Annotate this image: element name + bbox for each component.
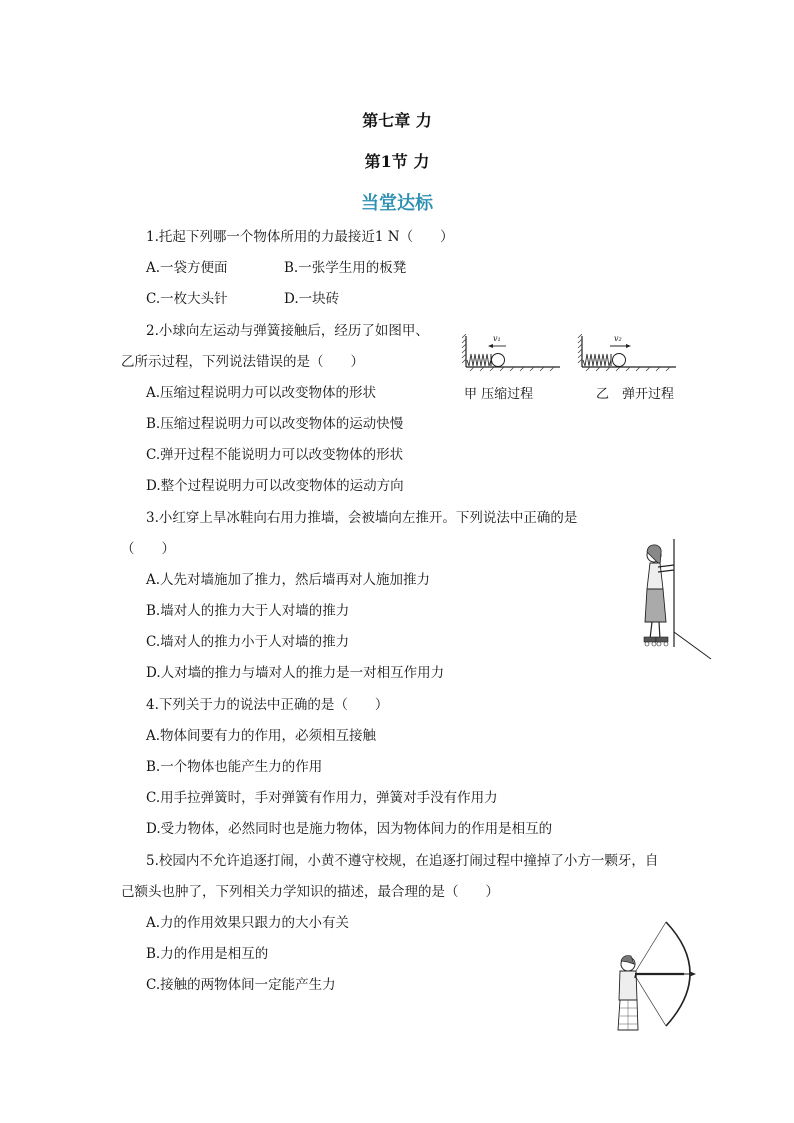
q3-option-b: B.墙对人的推力大于人对墙的推力 — [146, 603, 350, 619]
q4-option-a: A.物体间要有力的作用，必须相互接触 — [146, 728, 377, 744]
q4-option-b: B.一个物体也能产生力的作用 — [146, 759, 323, 775]
q4-stem: 4.下列关于力的说法中正确的是（ ） — [146, 697, 389, 713]
q5-option-c: C.接触的两物体间一定能产生力 — [146, 977, 336, 993]
q1-option-c: C.一枚大头针 — [146, 291, 228, 307]
q1-option-a: A.一袋方便面 — [146, 260, 228, 276]
compression-caption: 甲 压缩过程 — [464, 387, 534, 402]
q1-option-d: D.一块砖 — [284, 291, 340, 307]
q2-stem-line2: 乙所示过程，下列说法错误的是（ ） — [121, 354, 364, 370]
q2-stem-line1: 2.小球向左运动与弹簧接触后，经历了如图甲、 — [146, 323, 429, 339]
q3-stem-line2: （ ） — [121, 541, 175, 557]
girl-pushing-wall-illustration — [636, 537, 716, 662]
section-title: 第1节 力 — [364, 152, 430, 171]
q3-option-c: C.墙对人的推力小于人对墙的推力 — [146, 634, 350, 650]
q1-stem: 1.托起下列哪一个物体所用的力最接近1 N（ ） — [146, 229, 454, 245]
q2-option-d: D.整个过程说明力可以改变物体的运动方向 — [146, 478, 404, 494]
v1-label: v₁ — [493, 334, 501, 343]
q3-option-d: D.人对墙的推力与墙对人的推力是一对相互作用力 — [146, 665, 445, 681]
chapter-title: 第七章 力 — [362, 111, 432, 130]
q5-option-a: A.力的作用效果只跟力的大小有关 — [146, 915, 350, 931]
q2-option-c: C.弹开过程不能说明力可以改变物体的形状 — [146, 447, 404, 463]
q2-option-b: B.压缩过程说明力可以改变物体的运动快慢 — [146, 416, 404, 432]
q5-stem-line1: 5.校园内不允许追逐打闹，小黄不遵守校规，在追逐打闹过程中撞掉了小方一颗牙，自 — [146, 853, 659, 869]
q2-option-a: A.压缩过程说明力可以改变物体的形状 — [146, 385, 377, 401]
q1-option-b: B.一张学生用的板凳 — [284, 260, 407, 276]
v2-label: v₂ — [614, 334, 622, 343]
q4-option-d: D.受力物体，必然同时也是施力物体，因为物体间力的作用是相互的 — [146, 821, 553, 837]
rebound-caption: 乙 弹开过程 — [596, 387, 675, 402]
spring-compression-figure — [458, 334, 568, 374]
q3-option-a: A.人先对墙施加了推力，然后墙再对人施加推力 — [146, 572, 431, 588]
q5-stem-line2: 己额头也肿了，下列相关力学知识的描述，最合理的是（ ） — [121, 884, 499, 900]
q3-stem-line1: 3.小红穿上旱冰鞋向右用力推墙，会被墙向左推开。下列说法中正确的是 — [146, 510, 578, 526]
archer-illustration — [606, 918, 701, 1033]
spring-rebound-figure — [574, 334, 684, 374]
practice-heading: 当堂达标 — [361, 193, 433, 214]
q4-option-c: C.用手拉弹簧时，手对弹簧有作用力，弹簧对手没有作用力 — [146, 790, 498, 806]
q5-option-b: B.力的作用是相互的 — [146, 946, 269, 962]
